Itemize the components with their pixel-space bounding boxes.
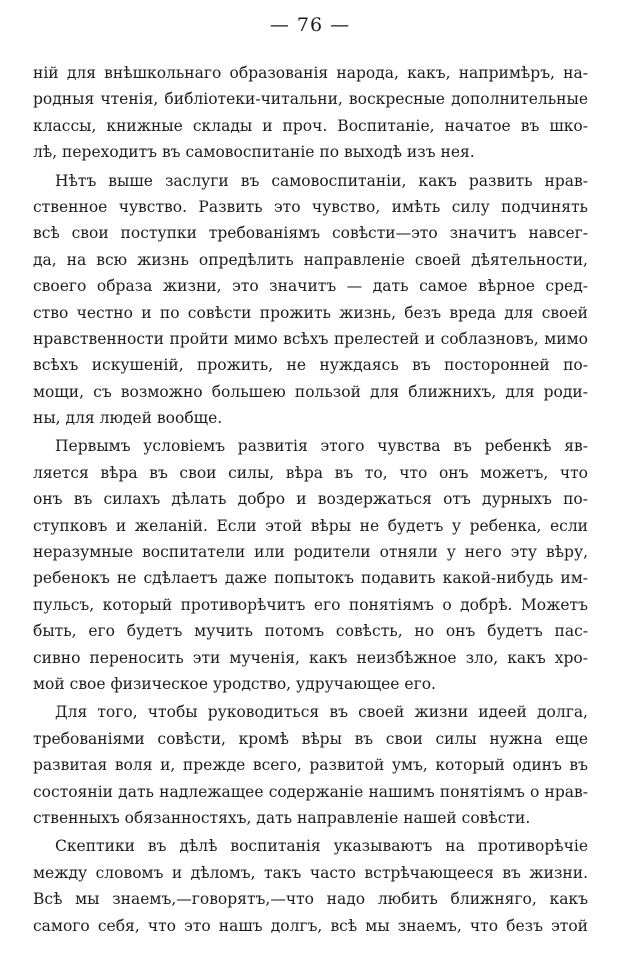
text-line: всѣхъ искушеній, прожить, не нуждаясь въ посторонней по- <box>33 356 588 375</box>
text-line: классы, книжные склады и проч. Воспитаніе, начатое въ шко- <box>33 116 588 135</box>
text-line: нравственности пройти мимо всѣхъ прелестей и соблазновъ, мимо <box>33 329 588 348</box>
text-line: мощи, съ возможно большею пользой для ближнихъ, для роди- <box>33 382 588 401</box>
text-line: пульсъ, который противорѣчитъ его понятіямъ о добрѣ. Можетъ <box>33 595 588 614</box>
text-line: онъ въ силахъ дѣлать добро и воздержаться отъ дурныхъ по- <box>33 490 588 509</box>
text-line: ляется вѣра въ свои силы, вѣра въ то, что онъ можетъ, что <box>33 463 588 482</box>
text-line: ственное чувство. Развить это чувство, имѣть силу подчинять <box>33 197 588 216</box>
text-line: лѣ, переходитъ въ самовоспитаніе по выходѣ изъ нея. <box>33 143 475 162</box>
text-line: родныя чтенія, библіотеки-читальни, воскресные дополнительные <box>33 90 588 109</box>
paragraph-5 <box>33 833 588 939</box>
text-line: ребенокъ не сдѣлаетъ даже попытокъ подавить какой-нибудь им- <box>33 569 588 588</box>
text-line: быть, его будетъ мучить потомъ совѣсть, но онъ будетъ пас- <box>33 622 588 641</box>
text-line: Скептики въ дѣлѣ воспитанія указываютъ на противорѣчіе <box>55 837 588 856</box>
text-line: неразумные воспитатели или родители отняли у него эту вѣру, <box>33 543 588 562</box>
text-line: ступковъ и желаній. Если этой вѣры не будетъ у ребенка, если <box>33 516 588 535</box>
text-line: ственныхъ обязанностяхъ, дать направленіе нашей совѣсти. <box>33 808 531 827</box>
paragraph-1 <box>33 60 588 166</box>
paragraph-2 <box>33 168 588 432</box>
text-line: самого себя, что это нашъ долгъ, всѣ мы знаемъ, что безъ этой <box>33 916 588 935</box>
text-line: мой свое физическое уродство, удручающее его. <box>33 674 436 693</box>
page-body <box>33 60 588 939</box>
text-line: ній для внѣшкольнаго образованія народа, какъ, напримѣръ, на- <box>33 64 588 82</box>
text-line: Всѣ мы знаемъ,—говорятъ,—что надо любить ближняго, какъ <box>33 890 588 909</box>
text-line: Нѣтъ выше заслуги въ самовоспитаніи, какъ развить нрав- <box>55 171 588 190</box>
text-line: между словомъ и дѣломъ, такъ часто встрѣчающееся въ жизни. <box>33 863 588 882</box>
text-line: да, на всю жизнь опредѣлить направленіе своей дѣятельности, <box>33 250 588 269</box>
text-line: всѣ свои поступки требованіямъ совѣсти—это значитъ навсег- <box>33 224 588 243</box>
text-line: ны, для людей вообще. <box>33 409 223 428</box>
text-line: Для того, чтобы руководиться въ своей жизни идеей долга, <box>55 703 588 722</box>
text-line: сивно переносить эти мученія, какъ неизбѣжное зло, какъ хро- <box>33 648 588 667</box>
paragraph-3 <box>33 433 588 697</box>
text-line: Первымъ условіемъ развитія этого чувства въ ребенкѣ яв- <box>55 437 588 456</box>
text-line: ство честно и по совѣсти прожить жизнь, безъ вреда для своей <box>33 303 588 322</box>
text-line: своего образа жизни, это значитъ — дать самое вѣрное сред- <box>33 277 588 296</box>
text-line: развитая воля и, прежде всего, развитой умъ, который одинъ въ <box>33 756 588 775</box>
page-number: — 76 — <box>269 14 351 36</box>
paragraph-4 <box>33 699 588 831</box>
text-line: состояніи дать надлежащее содержаніе нашимъ понятіямъ о нрав- <box>33 782 588 801</box>
text-line: требованіями совѣсти, кромѣ вѣры въ свои силы нужна еще <box>33 729 588 748</box>
